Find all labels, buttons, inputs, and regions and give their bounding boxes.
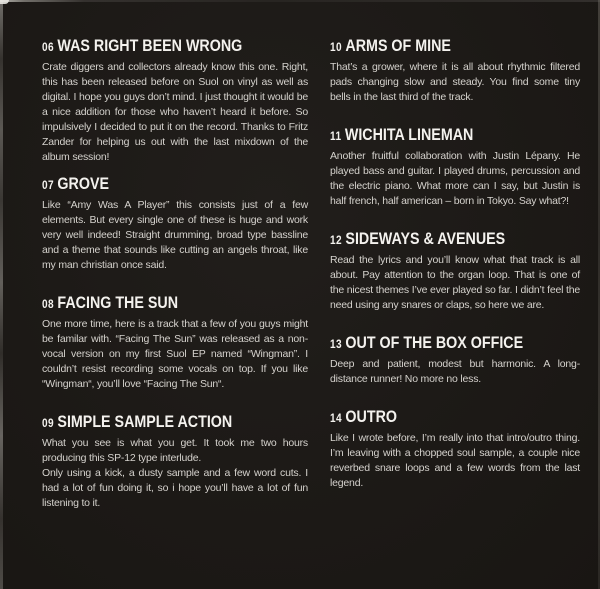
track-number: 12 — [330, 233, 343, 247]
track-heading — [330, 36, 540, 57]
track-heading — [330, 125, 540, 146]
track-number: 08 — [42, 297, 55, 311]
track-heading — [42, 36, 265, 57]
track-title: ARMS OF MINE — [345, 36, 451, 55]
track-number: 11 — [330, 129, 342, 143]
track-number: 07 — [42, 178, 55, 192]
track-description: Only using a kick, a dusty sample and a few word cuts. I had a lot of fun doing it, so i hope you’ll have a lot of fun listening to it. — [42, 467, 308, 509]
track-heading — [42, 174, 265, 195]
track-description: That’s a grower, where it is all about rhythmic filtered pads changing slow and steady. You find some tiny bells in the last third of the track. — [330, 61, 580, 103]
track-number: 10 — [330, 40, 343, 54]
track-description: Crate diggers and collectors already know this one. Right, this has been released before on Suol on vinyl as well as digital. I hope you guys don’t mind. I just thought it would be a nice addition for those who haven’t heard it before. So impulsively I decided to put it on the record. Thanks to Fritz Zander for helping us out with the last mixdown of the album session! — [42, 61, 308, 163]
track-section-13 — [330, 333, 580, 387]
track-heading — [330, 333, 540, 354]
track-title: OUT OF THE BOX OFFICE — [345, 333, 524, 352]
track-number: 09 — [42, 416, 55, 430]
track-heading — [42, 293, 265, 314]
track-description: Another fruitful collaboration with Justin Lépany. He played bass and guitar. I played drums, percussion and the electric piano. What more can I say, but Justin is half french, half american – born in Tokyo. Say what?! — [330, 150, 580, 207]
scan-corner-highlight — [0, 0, 9, 4]
track-number: 06 — [42, 40, 55, 54]
track-section-14 — [330, 407, 580, 491]
track-title: GROVE — [57, 174, 110, 193]
scan-edge-left — [0, 0, 3, 589]
track-section-07 — [42, 174, 308, 273]
right-column — [330, 36, 580, 531]
scan-edge-top — [0, 0, 600, 2]
track-heading — [330, 407, 540, 428]
track-description: Deep and patient, modest but harmonic. A long-distance runner! No more no less. — [330, 358, 580, 385]
track-description: Like I wrote before, I’m really into that intro/outro thing. I’m leaving with a chopped soul sample, a couple nice reverbed snare loops and a few words from the last legend. — [330, 432, 580, 489]
track-description: What you see is what you get. It took me two hours producing this SP-12 type interlude. — [42, 437, 308, 464]
track-number: 13 — [330, 337, 343, 351]
track-section-10 — [330, 36, 580, 105]
track-section-06 — [42, 36, 308, 165]
track-description: Like “Amy Was A Player” this consists just of a few elements. But every single one of these is huge and work very well indeed! Straight drumming, broad type bassline and a theme that sounds like cutting an angels throat, like my man christian once said. — [42, 199, 308, 271]
track-heading — [330, 229, 540, 250]
track-section-09 — [42, 412, 308, 511]
track-section-11 — [330, 125, 580, 209]
track-title: WAS RIGHT BEEN WRONG — [57, 36, 243, 55]
track-title: WICHITA LINEMAN — [344, 125, 474, 144]
left-column — [42, 36, 308, 531]
track-section-12 — [330, 229, 580, 313]
track-title: FACING THE SUN — [57, 293, 179, 312]
track-section-08 — [42, 293, 308, 392]
track-description: Read the lyrics and you’ll know what that track is all about. Pay attention to the organ loop. That is one of the nicest themes I’ve ever played so far. I didn’t feel the need using any snares or claps, so here we are. — [330, 254, 580, 311]
track-description: One more time, here is a track that a few of you guys might be familar with. “Facing The Sun” was released as a non-vocal version on my first Suol EP named “Wingman”. I couldn’t resist recording some vocals on top. If you like “Wingman“, you’ll love “Facing The Sun“. — [42, 318, 308, 390]
track-title: OUTRO — [345, 407, 397, 426]
track-title: SIDEWAYS & AVENUES — [345, 229, 506, 248]
track-number: 14 — [330, 411, 343, 425]
track-heading — [42, 412, 265, 433]
track-title: SIMPLE SAMPLE ACTION — [57, 412, 233, 431]
liner-notes-content — [42, 36, 580, 531]
